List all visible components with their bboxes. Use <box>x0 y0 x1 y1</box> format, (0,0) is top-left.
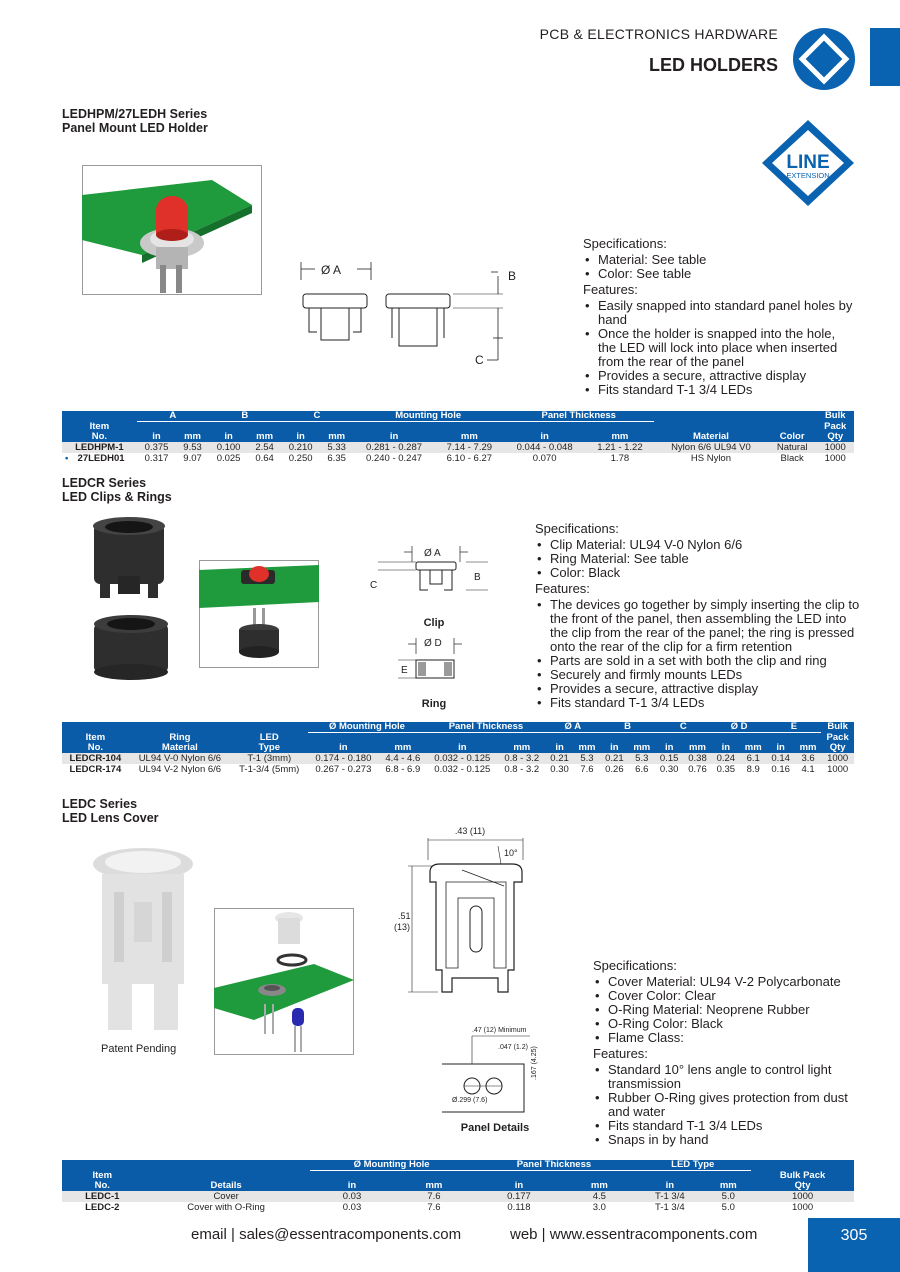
cell: 1000 <box>816 442 854 453</box>
cell: 0.26 <box>605 763 624 775</box>
cell: 7.6 <box>394 1191 473 1202</box>
cell: HS Nylon <box>690 452 731 464</box>
col-c: C <box>281 411 353 422</box>
col-d: Ø D <box>712 722 767 733</box>
section-title-ledc <box>62 797 159 825</box>
section-title-line2: LED Lens Cover <box>62 811 159 825</box>
table-row <box>62 1191 854 1202</box>
col-e: E <box>766 722 821 733</box>
col-panel-thickness: Panel Thickness <box>503 411 654 422</box>
dim-min-label: .47 (12) Minimum <box>472 1027 527 1034</box>
unit-in: in <box>281 432 321 442</box>
cell: 0.24 <box>712 753 740 764</box>
col-material: Material <box>129 743 231 753</box>
header-spacer <box>751 1160 854 1171</box>
cell: 1000 <box>824 452 846 464</box>
cell: T-1 (3mm) <box>231 753 308 764</box>
cell: Cover <box>143 1191 310 1202</box>
feature-item: • Fits standard T-1 3/4 LEDs <box>583 383 853 397</box>
header-spacer <box>143 1171 310 1181</box>
unit-in: in <box>353 432 435 442</box>
cell: Black <box>780 452 804 464</box>
cell: 0.8 - 3.2 <box>498 753 545 764</box>
cell: 2.54 <box>248 442 281 453</box>
unit-mm: mm <box>795 743 821 753</box>
cell: 0.177 <box>474 1191 565 1202</box>
spec-item: • O-Ring Color: Black <box>593 1017 863 1031</box>
feature-item: • Snaps in by hand <box>593 1133 863 1147</box>
col-a: A <box>137 411 209 422</box>
cell: 5.3 <box>629 753 655 764</box>
unit-mm: mm <box>564 1181 634 1191</box>
col-spacer <box>654 411 768 432</box>
cell: 0.76 <box>688 763 707 775</box>
brand-logo-icon <box>793 28 855 90</box>
header-category: PCB & ELECTRONICS HARDWARE <box>539 26 778 42</box>
spec-heading: Specifications: <box>583 236 667 251</box>
col-qty: Qty <box>821 743 854 753</box>
feature-heading: Features: <box>535 581 590 596</box>
dim-e-label: E <box>401 665 408 676</box>
line-extension-badge-icon <box>760 118 856 208</box>
col-pack: Pack <box>816 422 854 432</box>
cell: 0.267 - 0.273 <box>315 763 372 775</box>
feature-item: • Provides a secure, attractive display <box>535 682 860 696</box>
cell: 0.210 <box>281 442 321 453</box>
col-led: LED <box>231 733 308 743</box>
dim-d-label: Ø D <box>424 638 442 649</box>
unit-in: in <box>474 1181 565 1191</box>
cell: 6.6 <box>635 763 649 775</box>
page-title: LED HOLDERS <box>648 55 778 75</box>
section-title-line2: LED Clips & Rings <box>62 490 172 504</box>
spec-heading: Specifications: <box>535 521 619 536</box>
table-row <box>62 442 854 453</box>
ledc-assembly-photo <box>214 908 354 1055</box>
ring-caption: Ring <box>421 698 447 710</box>
row-mark: • <box>65 452 69 464</box>
cell-item-no: LEDCR-174 <box>69 763 122 775</box>
unit-in: in <box>308 743 380 753</box>
cell: 9.53 <box>176 442 209 453</box>
unit-mm: mm <box>586 432 654 442</box>
header-spacer <box>308 733 822 743</box>
col-mounting-hole: Mounting Hole <box>353 411 504 422</box>
header-spacer <box>62 1160 143 1171</box>
cell: 0.025 <box>216 452 241 464</box>
cell: 3.0 <box>592 1201 606 1213</box>
cell-item-no: 27LEDH01 <box>77 452 125 464</box>
header-spacer <box>129 722 231 733</box>
col-color: Color <box>768 432 817 442</box>
unit-mm: mm <box>498 743 545 753</box>
section-title-line1: LEDC Series <box>62 797 138 811</box>
ledhpm-table <box>62 411 854 464</box>
section-title-ledhpm <box>62 107 208 135</box>
section-title-ledcr <box>62 476 172 504</box>
cell-item-no: LEDHPM-1 <box>75 441 124 453</box>
col-no: No. <box>62 743 129 753</box>
cell: 0.21 <box>600 753 628 764</box>
cell: 7.14 - 7.29 <box>435 442 503 453</box>
col-panel-thickness: Panel Thickness <box>474 1160 635 1171</box>
cell: 1.21 - 1.22 <box>586 442 654 453</box>
col-a: Ø A <box>545 722 600 733</box>
cell-item <box>62 453 137 464</box>
dim-c-label: C <box>475 353 484 367</box>
col-b: B <box>209 411 281 422</box>
footer-web[interactable]: web | www.essentracomponents.com <box>510 1226 758 1243</box>
feature-item: • Securely and firmly mounts LEDs <box>535 668 860 682</box>
unit-mm: mm <box>176 432 209 442</box>
cell: 6.10 - 6.27 <box>446 452 493 464</box>
cell: 0.044 - 0.048 <box>503 442 585 453</box>
col-details: Details <box>143 1181 310 1191</box>
cell: 0.21 <box>545 753 573 764</box>
col-qty: Qty <box>816 432 854 442</box>
cell: 6.8 - 6.9 <box>385 763 421 775</box>
cell: 1.78 <box>610 452 630 464</box>
spec-item: • Flame Class: <box>593 1031 863 1045</box>
cell: 8.9 <box>746 763 760 775</box>
cell: 5.0 <box>721 1201 735 1213</box>
col-item: Item <box>62 1171 143 1181</box>
section-title-line2: Panel Mount LED Holder <box>62 121 208 135</box>
ledhpm-specifications <box>583 235 853 397</box>
unit-in: in <box>137 432 177 442</box>
col-item: Item <box>62 411 137 432</box>
feature-item: • Once the holder is snapped into the hole, the LED will lock into place when inserted from the rear of the panel <box>583 327 853 369</box>
unit-mm: mm <box>394 1181 473 1191</box>
dim-a-label: Ø A <box>424 548 441 559</box>
col-ring: Ring <box>129 733 231 743</box>
unit-in: in <box>209 432 249 442</box>
cell: Nylon 6/6 UL94 V0 <box>654 442 768 453</box>
cell: 0.174 - 0.180 <box>308 753 380 764</box>
cell: 0.15 <box>655 753 683 764</box>
unit-mm: mm <box>379 743 426 753</box>
ledhpm-dimension-diagram <box>293 262 523 372</box>
spec-item: • Cover Color: Clear <box>593 989 863 1003</box>
cell: Cover with O-Ring <box>187 1201 265 1213</box>
col-led-type: LED Type <box>634 1160 751 1171</box>
clip-caption: Clip <box>423 617 445 629</box>
unit-in: in <box>600 743 628 753</box>
header-spacer <box>310 1171 752 1181</box>
cell: 0.35 <box>716 763 736 775</box>
col-bulk-pack: Bulk Pack <box>751 1171 854 1181</box>
col-no: No. <box>62 1181 143 1191</box>
cell: UL94 V-2 Nylon 6/6 <box>138 763 222 775</box>
spec-item: • Color: Black <box>535 566 860 580</box>
unit-mm: mm <box>705 1181 751 1191</box>
cell: 0.64 <box>255 452 274 464</box>
cell: T-1 3/4 <box>655 1201 685 1213</box>
cell-item-no: LEDC-1 <box>62 1191 143 1202</box>
unit-in: in <box>766 743 794 753</box>
unit-in: in <box>503 432 585 442</box>
cell: 5.3 <box>574 753 600 764</box>
cell: 0.240 - 0.247 <box>366 452 423 464</box>
cell: 0.250 <box>288 452 313 464</box>
cell: 0.118 <box>507 1201 531 1213</box>
cell: 6.35 <box>327 452 346 464</box>
header-spacer <box>231 722 308 733</box>
header-spacer <box>62 722 129 733</box>
cell: 0.317 <box>144 452 169 464</box>
feature-item: • Rubber O-Ring gives protection from dust and water <box>593 1091 863 1119</box>
table-row <box>62 753 854 764</box>
cell: UL94 V-0 Nylon 6/6 <box>129 753 231 764</box>
cell: 0.281 - 0.287 <box>353 442 435 453</box>
spec-item: • O-Ring Material: Neoprene Rubber <box>593 1003 863 1017</box>
cell: 0.8 - 3.2 <box>504 763 540 775</box>
cell: 0.032 - 0.125 <box>426 753 498 764</box>
unit-mm: mm <box>574 743 600 753</box>
section-title-line1: LEDHPM/27LEDH Series <box>62 107 208 121</box>
cell: 7.6 <box>427 1201 441 1213</box>
col-pack: Pack <box>821 733 854 743</box>
feature-item: • Standard 10° lens angle to control light transmission <box>593 1063 863 1091</box>
badge-extension: EXTENSION <box>786 171 830 180</box>
col-b: B <box>600 722 655 733</box>
col-no: No. <box>62 432 137 442</box>
spec-heading: Specifications: <box>593 958 677 973</box>
badge-line: LINE <box>786 152 830 173</box>
dim-depth-label: .167 (4.25) <box>531 1046 538 1080</box>
ledcr-dimension-diagram <box>368 540 498 710</box>
dim-angle-label: 10° <box>504 848 518 858</box>
cell: 0.032 - 0.125 <box>434 763 491 775</box>
dim-b-label: B <box>508 269 517 283</box>
unit-in: in <box>310 1181 395 1191</box>
feature-item: • Provides a secure, attractive display <box>583 369 853 383</box>
header-spacer <box>143 1160 310 1171</box>
cell: T-1 3/4 <box>634 1191 705 1202</box>
page-number: 305 <box>808 1218 900 1272</box>
dim-slot-label: .047 (1.2) <box>498 1044 528 1051</box>
col-qty: Qty <box>751 1181 854 1191</box>
ledc-specifications <box>593 957 863 1147</box>
ledcr-specifications <box>535 520 860 710</box>
ledhpm-product-photo <box>82 165 262 295</box>
dim-a-label: Ø A <box>321 263 342 277</box>
cell: 7.6 <box>580 763 594 775</box>
spec-item: • Cover Material: UL94 V-2 Polycarbonate <box>593 975 863 989</box>
header-tab <box>870 28 900 86</box>
cell-item-no: LEDCR-104 <box>62 753 129 764</box>
cell: 9.07 <box>183 452 202 464</box>
cell: 4.4 - 4.6 <box>379 753 426 764</box>
ledcr-table <box>62 722 854 775</box>
col-item: Item <box>62 733 129 743</box>
footer-email[interactable]: email | sales@essentracomponents.com <box>191 1226 462 1243</box>
cell: 0.14 <box>766 753 794 764</box>
table-row <box>62 764 854 775</box>
cell: 1000 <box>827 763 849 775</box>
feature-heading: Features: <box>583 282 638 297</box>
cell: 6.1 <box>740 753 766 764</box>
unit-in: in <box>426 743 498 753</box>
dim-width-label: .43 (11) <box>454 826 486 836</box>
col-spacer <box>768 411 817 432</box>
cell: 0.16 <box>771 763 790 775</box>
spec-item: • Ring Material: See table <box>535 552 860 566</box>
dim-dia-label: Ø.299 (7.6) <box>452 1097 488 1104</box>
unit-in: in <box>712 743 740 753</box>
cell: 0.375 <box>137 442 177 453</box>
cell: 0.03 <box>342 1201 362 1213</box>
feature-item: • Fits standard T-1 3/4 LEDs <box>535 696 860 710</box>
col-type: Type <box>231 743 308 753</box>
unit-mm: mm <box>320 432 353 442</box>
unit-mm: mm <box>248 432 281 442</box>
col-c: C <box>655 722 712 733</box>
feature-heading: Features: <box>593 1046 648 1061</box>
cell: 4.5 <box>564 1191 634 1202</box>
header-spacer <box>137 422 654 432</box>
cell: 1000 <box>751 1191 854 1202</box>
cell: T-1-3/4 (5mm) <box>239 763 300 775</box>
ledc-lens-cover-photo <box>88 842 198 1037</box>
cell: 0.070 <box>532 452 557 464</box>
spec-item: • Clip Material: UL94 V-0 Nylon 6/6 <box>535 538 860 552</box>
cell: 5.33 <box>320 442 353 453</box>
cell-item <box>62 442 137 453</box>
col-mounting-hole: Ø Mounting Hole <box>310 1160 474 1171</box>
cell: Natural <box>768 442 817 453</box>
cell: 0.100 <box>209 442 249 453</box>
unit-in: in <box>634 1181 705 1191</box>
col-material: Material <box>654 432 768 442</box>
ledcr-clip-ring-photo <box>88 516 178 686</box>
ledc-dimension-diagram <box>388 820 538 1000</box>
cell: 3.6 <box>795 753 821 764</box>
cell: 0.03 <box>310 1191 395 1202</box>
feature-item: • Parts are sold in a set with both the clip and ring <box>535 654 860 668</box>
cell: 4.1 <box>801 763 815 775</box>
col-panel-thickness: Panel Thickness <box>426 722 545 733</box>
panel-details-caption: Panel Details <box>460 1122 530 1134</box>
patent-pending: Patent Pending <box>101 1043 177 1055</box>
col-bulk: Bulk <box>816 411 854 422</box>
ledc-table <box>62 1160 854 1213</box>
cell: 5.0 <box>705 1191 751 1202</box>
feature-item: • Easily snapped into standard panel holes by hand <box>583 299 853 327</box>
col-bulk: Bulk <box>821 722 854 733</box>
section-title-line1: LEDCR Series <box>62 476 147 490</box>
dim-height-mm-label: (13) <box>394 922 411 932</box>
cell: 0.38 <box>683 753 711 764</box>
unit-mm: mm <box>629 743 655 753</box>
unit-in: in <box>545 743 573 753</box>
spec-item: • Color: See table <box>583 267 853 281</box>
ledcr-assembly-photo <box>199 560 319 668</box>
table-row <box>62 453 854 464</box>
dim-c-label: C <box>370 580 378 591</box>
cell: 1000 <box>792 1201 814 1213</box>
cell: 0.30 <box>659 763 679 775</box>
unit-mm: mm <box>740 743 766 753</box>
dim-height-label: .51 <box>398 911 411 921</box>
cell: 0.30 <box>550 763 569 775</box>
unit-mm: mm <box>435 432 503 442</box>
unit-mm: mm <box>683 743 711 753</box>
cell: 1000 <box>821 753 854 764</box>
col-mounting-hole: Ø Mounting Hole <box>308 722 427 733</box>
ledc-panel-details-diagram <box>440 1020 550 1120</box>
dim-b-label: B <box>474 572 481 583</box>
feature-item: • Fits standard T-1 3/4 LEDs <box>593 1119 863 1133</box>
cell-item-no: LEDC-2 <box>85 1201 120 1213</box>
feature-item: • The devices go together by simply inserting the clip to the front of the panel, then assembling the LED into the clip from the rear of the panel; the ring is pressed onto the rear of the clip for a firm retention <box>535 598 860 654</box>
table-row <box>62 1202 854 1213</box>
spec-item: • Material: See table <box>583 253 853 267</box>
unit-in: in <box>655 743 683 753</box>
